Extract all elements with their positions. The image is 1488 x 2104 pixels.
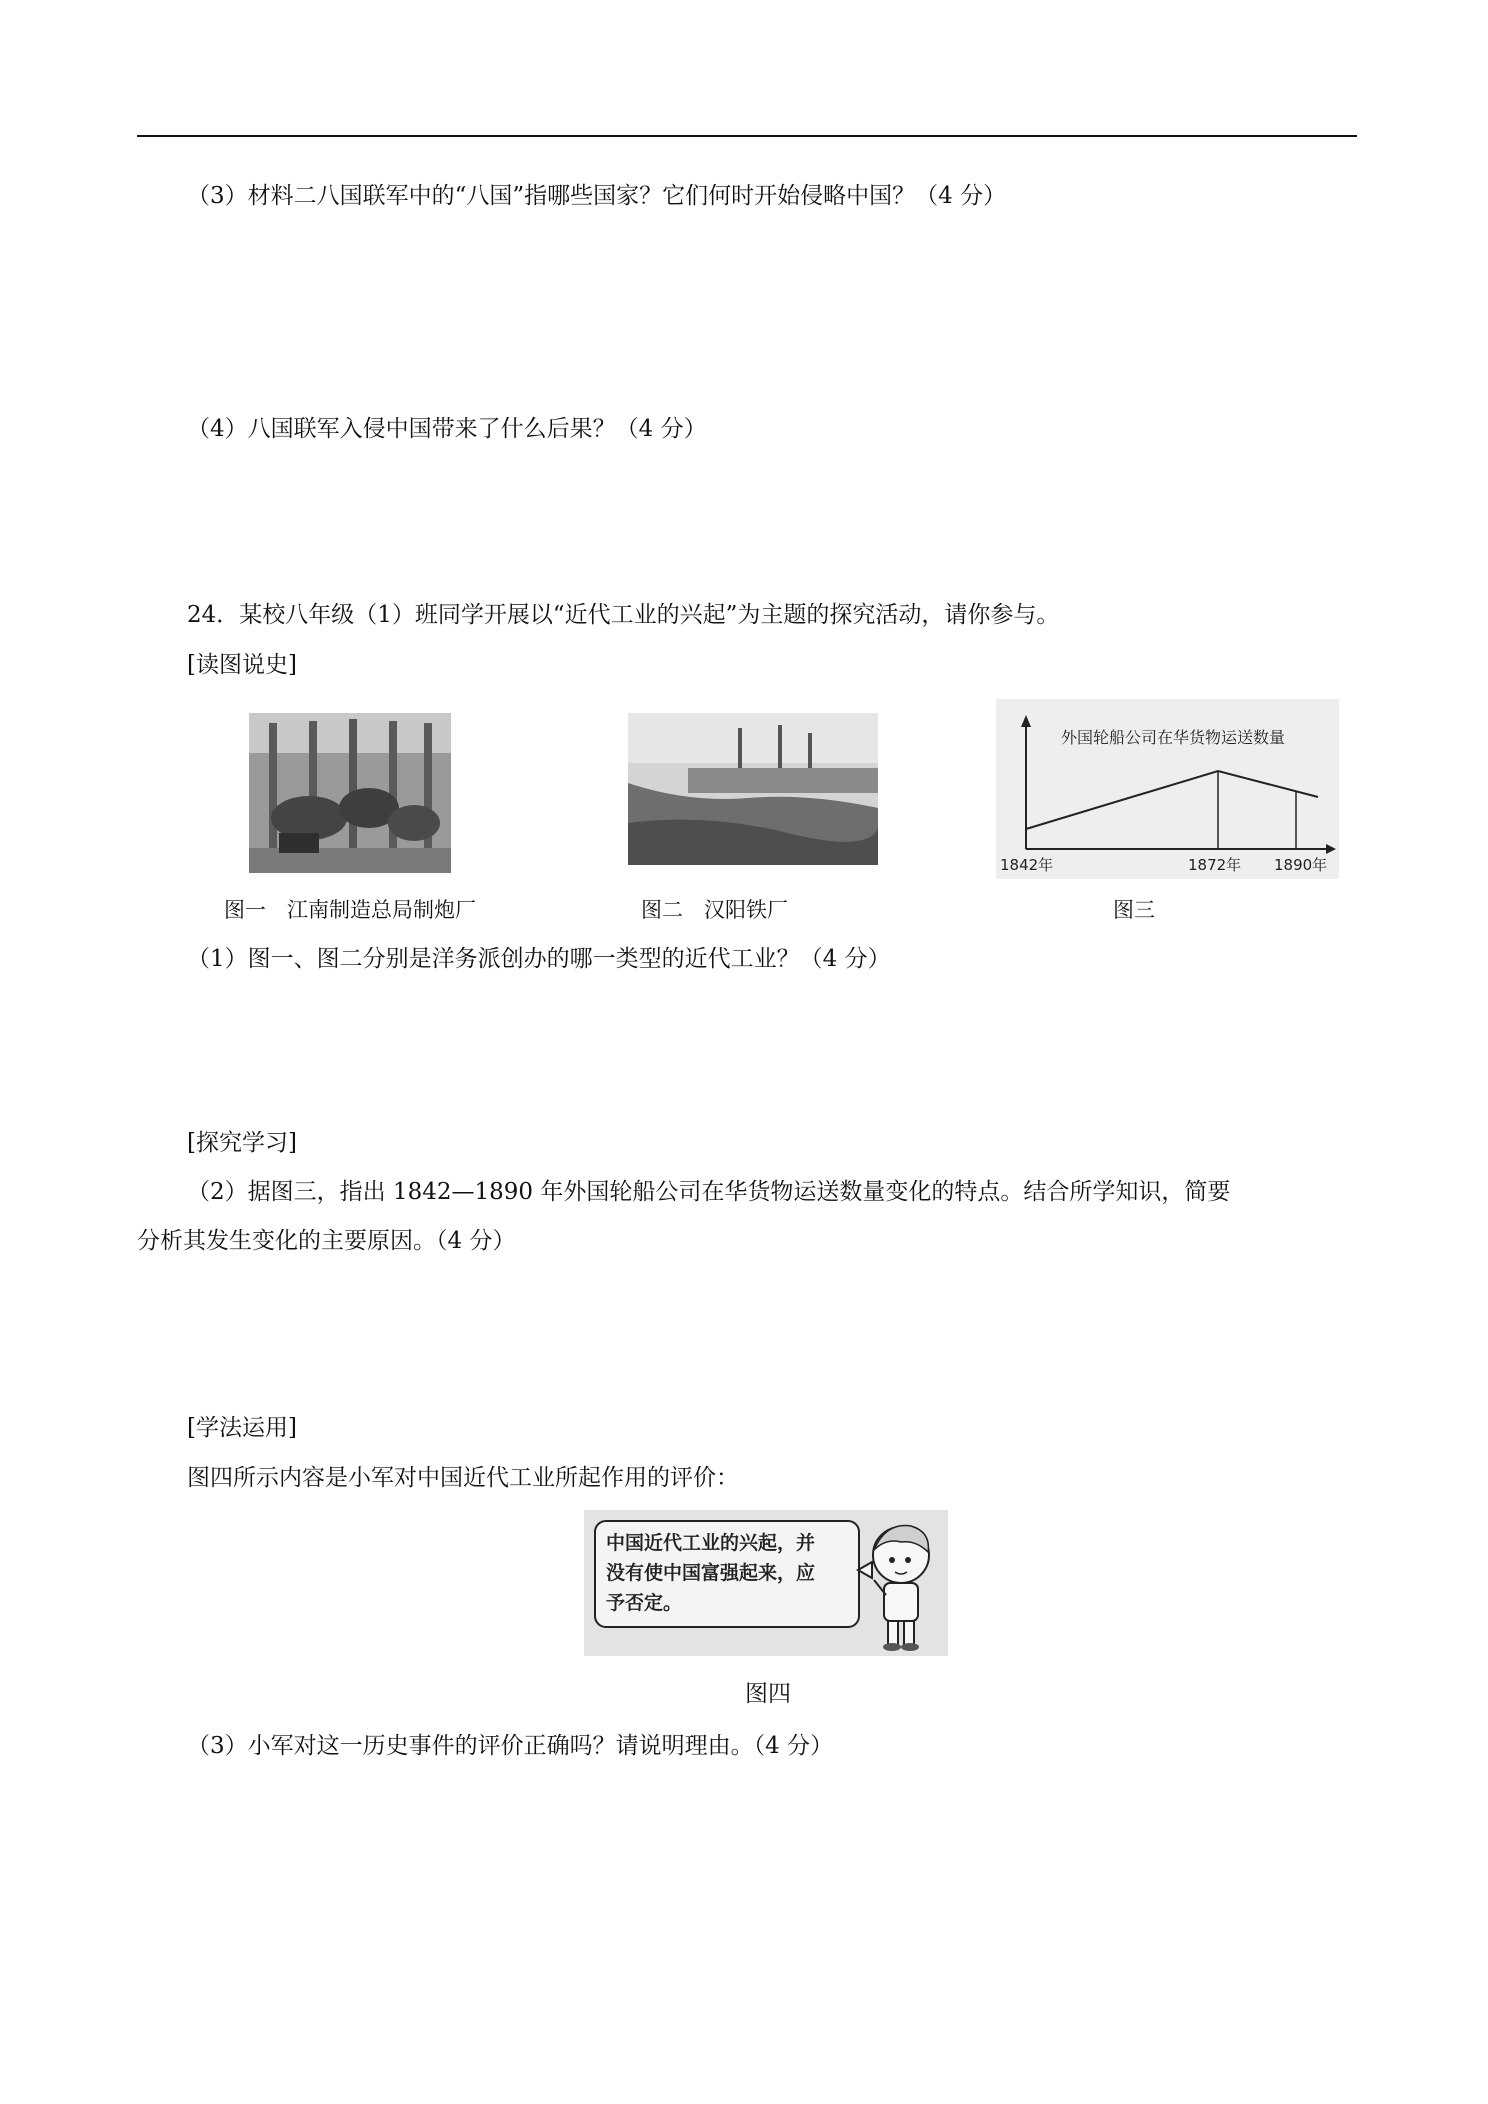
q23-part3-question: （3）材料二八国联军中的“八国”指哪些国家？它们何时开始侵略中国？（4 分） [187,183,1007,209]
x-axis-arrow [1326,844,1336,854]
figure4-caption: 图四 [745,1681,791,1707]
boy-figure [846,1510,948,1656]
figure4-cartoon [584,1510,948,1656]
figure1-caption: 图一 江南制造总局制炮厂 [224,898,476,922]
x-tick-1842: 1842年 [1000,856,1054,874]
x-tick-1890: 1890年 [1274,856,1328,874]
section-read-figures: [读图说史] [187,652,297,678]
figure1-photo [249,713,451,873]
header-rule [137,135,1357,137]
q24-part3-question: （3）小军对这一历史事件的评价正确吗？请说明理由。（4 分） [187,1733,834,1759]
q24-part1-question: （1）图一、图二分别是洋务派创办的哪一类型的近代工业？（4 分） [187,946,891,972]
section-explore-study: [探究学习] [187,1130,297,1156]
figure2-photo [628,713,878,865]
bubble-line-2: 没有使中国富强起来，应 [606,1562,816,1584]
q24-part2-question-line2: 分析其发生变化的主要原因。（4 分） [137,1228,516,1254]
figure4-intro: 图四所示内容是小军对中国近代工业所起作用的评价： [187,1465,739,1491]
chart-title: 外国轮船公司在华货物运送数量 [1061,728,1286,747]
y-axis-arrow [1021,715,1031,727]
speech-bubble [594,1520,860,1628]
figure3-chart [996,699,1339,879]
bubble-line-3: 予否定。 [606,1592,683,1614]
section-apply-methods: [学法运用] [187,1415,297,1441]
bubble-line-1: 中国近代工业的兴起，并 [606,1532,816,1554]
figure3-caption: 图三 [1113,898,1155,922]
q24-part2-question-line1: （2）据图三，指出 1842—1890 年外国轮船公司在华货物运送数量变化的特点。结合所学知识，简要 [187,1179,1231,1205]
figure2-caption: 图二 汉阳铁厂 [641,898,788,922]
q23-part4-question: （4）八国联军入侵中国带来了什么后果？（4 分） [187,416,707,442]
x-tick-1872: 1872年 [1188,856,1242,874]
series-line [1026,771,1318,829]
q24-intro: 24．某校八年级（1）班同学开展以“近代工业的兴起”为主题的探究活动，请你参与。 [187,602,1060,628]
